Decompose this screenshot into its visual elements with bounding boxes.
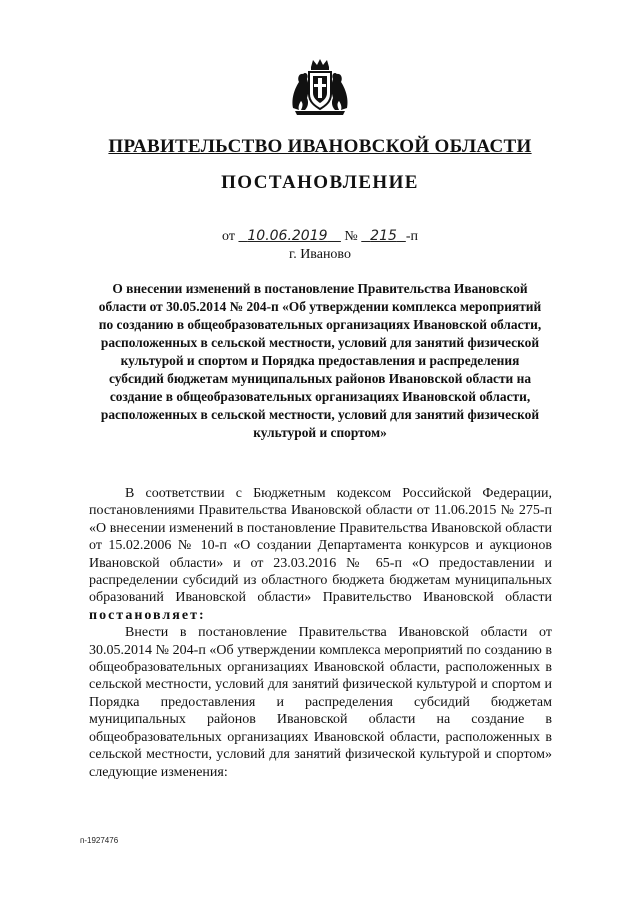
number-value: 215 <box>370 228 397 244</box>
government-title: ПРАВИТЕЛЬСТВО ИВАНОВСКОЙ ОБЛАСТИ <box>108 136 532 157</box>
coat-of-arms-emblem <box>289 58 351 116</box>
body-paragraph-1 <box>89 485 552 624</box>
city-name: г. Иваново <box>289 247 351 262</box>
document-code: п-1927476 <box>80 836 119 845</box>
handwritten-number <box>361 228 406 244</box>
preamble-text: В соответствии с Бюджетным кодексом Российской Федерации, постановлениями Правительства Ивановской области от 11.06.2015 № 275-п «О внесении изменений в постановление Правительства Ивановской области от 15.02.2006 № 10-п «О создании Департамента конкурсов и аукционов Ивановской области» и от 23.03.2016 № 65-п «О предоставлении и распределении субсидий из областного бюджета бюджетам муниципальных образований Ивановской области» Правительство Ивановской области <box>89 486 552 606</box>
document-body <box>89 485 552 781</box>
document-subject: О внесении изменений в постановление Правительства Ивановской области от 30.05.2014 № 204-п «Об утверждении комплекса мероприятий по созданию в общеобразовательных организациях Ивановской области, расположенных в сельской местности, условий для занятий физической культурой и спортом и Порядка предоставления и распределения субсидий бюджетам муниципальных районов Ивановской области на создание в общеобразовательных организациях Ивановской области, расположенных в сельской местности, условий для занятий физической культурой и спортом» <box>98 281 542 440</box>
number-label: № <box>344 229 358 244</box>
date-number-line <box>0 228 640 245</box>
decree-word: постановляет: <box>89 607 206 623</box>
number-suffix: -п <box>405 229 418 244</box>
body-paragraph-2: Внести в постановление Правительства Ивановской области от 30.05.2014 № 204-п «Об утверждении комплекса мероприятий по созданию в общеобразовательных организациях Ивановской области, расположенных в сельской местности, условий для занятий физической культурой и спортом и Порядка предоставления и распределения субсидий бюджетам муниципальных районов Ивановской области на создание в общеобразовательных организациях Ивановской области, расположенных в сельской местности, условий для занятий физической культурой и спортом» следующие изменения: <box>89 625 552 780</box>
document-type-title: ПОСТАНОВЛЕНИЕ <box>221 172 419 193</box>
coat-of-arms-icon <box>289 58 351 116</box>
handwritten-date <box>238 228 340 244</box>
from-label: от <box>222 229 235 244</box>
date-value: 10.06.2019 <box>247 228 328 244</box>
